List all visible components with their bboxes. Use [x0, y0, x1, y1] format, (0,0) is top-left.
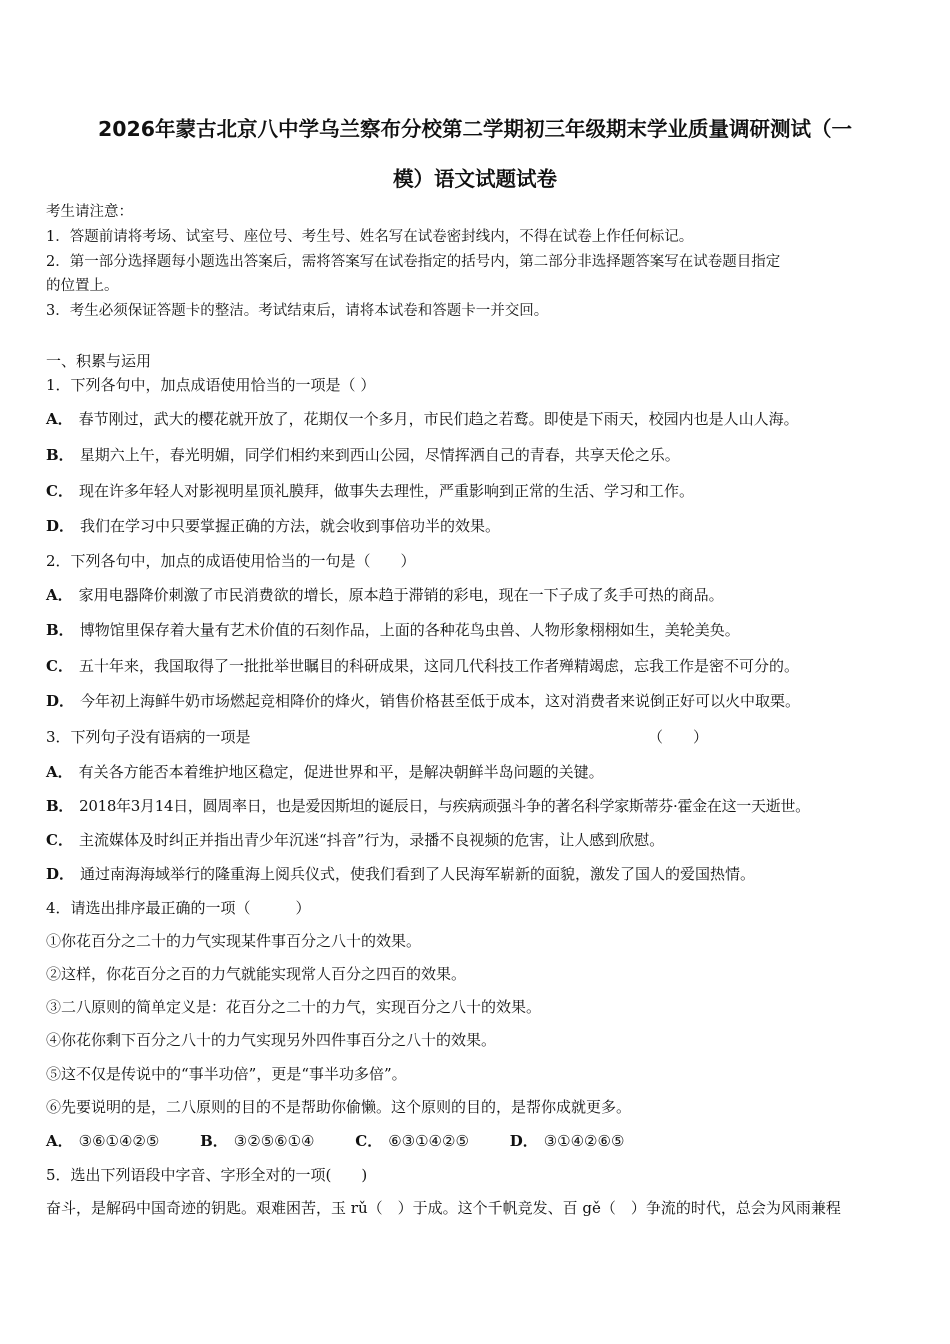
option-label: B．: [46, 446, 74, 464]
exam-title-line-2: 模）语文试题试卷: [393, 167, 557, 191]
question-3-option-b: [46, 796, 810, 816]
question-2-option-a: [46, 585, 724, 605]
option-text: 博物馆里保存着大量有艺术价值的石刻作品，上面的各种花鸟虫兽、人物形象栩栩如生，美轮美奂。: [79, 621, 740, 639]
choice-a: [46, 1131, 159, 1151]
option-label: B．: [46, 621, 74, 639]
question-3-answer-paren: （ ）: [648, 728, 709, 746]
section-heading: 一、积累与运用: [46, 352, 152, 370]
option-label: A．: [46, 586, 73, 604]
choice-label: C．: [355, 1132, 383, 1150]
exam-title-line-1: 2026年蒙古北京八中学乌兰察布分校第二学期初三年级期末学业质量调研测试（一: [97, 117, 853, 141]
notice-item-1: 1．答题前请将考场、试室号、座位号、考生号、姓名写在试卷密封线内，不得在试卷上作任何标记。: [46, 229, 694, 245]
option-label: D．: [46, 517, 75, 535]
question-1-option-d: [46, 516, 500, 536]
option-text: 我们在学习中只要掌握正确的方法，就会收到事倍功半的效果。: [80, 517, 501, 535]
option-text: 今年初上海鲜牛奶市场燃起竞相降价的烽火，销售价格甚至低于成本，这对消费者来说倒正好可以火中取栗。: [80, 692, 801, 710]
question-2-option-b: [46, 620, 740, 640]
choice-text: ③②⑤⑥①④: [233, 1132, 315, 1150]
option-label: B．: [46, 797, 74, 815]
question-4-choices: [46, 1131, 660, 1151]
choice-text: ③①④②⑥⑤: [543, 1132, 625, 1150]
option-label: C．: [46, 831, 73, 849]
question-4-sentence-6: ⑥先要说明的是，二八原则的目的不是帮助你偷懒。这个原则的目的，是帮你成就更多。: [46, 1098, 632, 1116]
notice-heading: 考生请注意：: [46, 204, 133, 220]
choice-d: [510, 1131, 625, 1151]
notice-item-3: 3．考生必须保证答题卡的整洁。考试结束后，请将本试卷和答题卡一并交回。: [46, 303, 549, 319]
option-label: D．: [46, 865, 75, 883]
choice-b: [200, 1131, 314, 1151]
option-text: 春节刚过，武大的樱花就开放了，花期仅一个多月，市民们趋之若鹜。即使是下雨天，校园内也是人山人海。: [78, 410, 799, 428]
question-3-option-a: [46, 762, 604, 782]
question-2-option-d: [46, 691, 800, 711]
question-1-option-a: [46, 409, 799, 429]
option-label: D．: [46, 692, 75, 710]
option-text: 有关各方能否本着维护地区稳定，促进世界和平，是解决朝鲜半岛问题的关键。: [78, 763, 604, 781]
question-4-sentence-4: ④你花你剩下百分之八十的力气实现另外四件事百分之八十的效果。: [46, 1031, 497, 1049]
option-text: 五十年来，我国取得了一批批举世瞩目的科研成果，这同几代科技工作者殚精竭虑，忘我工作是密不可分的。: [78, 657, 799, 675]
option-label: C．: [46, 482, 73, 500]
option-label: A．: [46, 410, 73, 428]
option-text: 2018年3月14日，圆周率日，也是爱因斯坦的诞辰日，与疾病顽强斗争的著名科学家斯蒂芬·霍金在这一天逝世。: [79, 797, 810, 815]
question-1-option-b: [46, 445, 680, 465]
question-4-sentence-3: ③二八原则的简单定义是：花百分之二十的力气，实现百分之八十的效果。: [46, 998, 542, 1016]
question-1-stem: 1．下列各句中，加点成语使用恰当的一项是（ ）: [46, 376, 376, 394]
option-label: A．: [46, 763, 73, 781]
notice-item-2-continued: 的位置上。: [46, 278, 119, 294]
notice-item-2: 2．第一部分选择题每小题选出答案后，需将答案写在试卷指定的括号内，第二部分非选择题答案写在试卷题目指定: [46, 254, 781, 270]
question-2-option-c: [46, 656, 799, 676]
choice-text: ⑥③①④②⑤: [388, 1132, 469, 1150]
option-text: 星期六上午，春光明媚，同学们相约来到西山公园，尽情挥洒自己的青春，共享天伦之乐。: [79, 446, 680, 464]
question-3-option-d: [46, 864, 755, 884]
choice-c: [355, 1131, 469, 1151]
question-4-sentence-2: ②这样，你花百分之百的力气就能实现常人百分之四百的效果。: [46, 965, 467, 983]
question-5-passage: 奋斗，是解码中国奇迹的钥匙。艰难困苦，玉 rǔ（ ）于成。这个千帆竞发、百 gě（ ）争流的时代，总会为风雨兼程: [46, 1199, 841, 1217]
choice-label: A．: [46, 1132, 73, 1150]
choice-text: ③⑥①④②⑤: [78, 1132, 160, 1150]
choice-label: D．: [509, 1132, 538, 1150]
question-4-stem: 4．请选出排序最正确的一项（ ）: [46, 899, 311, 917]
question-5-stem: 5．选出下列语段中字音、字形全对的一项( ): [46, 1166, 368, 1184]
option-text: 现在许多年轻人对影视明星顶礼膜拜，做事失去理性，严重影响到正常的生活、学习和工作。: [78, 482, 694, 500]
question-3-stem: 3．下列句子没有语病的一项是: [46, 728, 251, 746]
option-text: 通过南海海域举行的隆重海上阅兵仪式，使我们看到了人民海军崭新的面貌，激发了国人的爱国热情。: [80, 865, 756, 883]
question-4-sentence-5: ⑤这不仅是传说中的“事半功倍”，更是“事半功多倍”。: [46, 1065, 407, 1083]
question-1-option-c: [46, 481, 694, 501]
option-label: C．: [46, 657, 73, 675]
question-4-sentence-1: ①你花百分之二十的力气实现某件事百分之八十的效果。: [46, 932, 422, 950]
choice-label: B．: [200, 1132, 228, 1150]
question-2-stem: 2．下列各句中，加点的成语使用恰当的一句是（ ）: [46, 552, 416, 570]
option-text: 家用电器降价刺激了市民消费欲的增长，原本趋于滞销的彩电，现在一下子成了炙手可热的商品。: [78, 586, 724, 604]
option-text: 主流媒体及时纠正并指出青少年沉迷“抖音”行为，录播不良视频的危害，让人感到欣慰。: [78, 831, 665, 849]
question-3-option-c: [46, 830, 664, 850]
